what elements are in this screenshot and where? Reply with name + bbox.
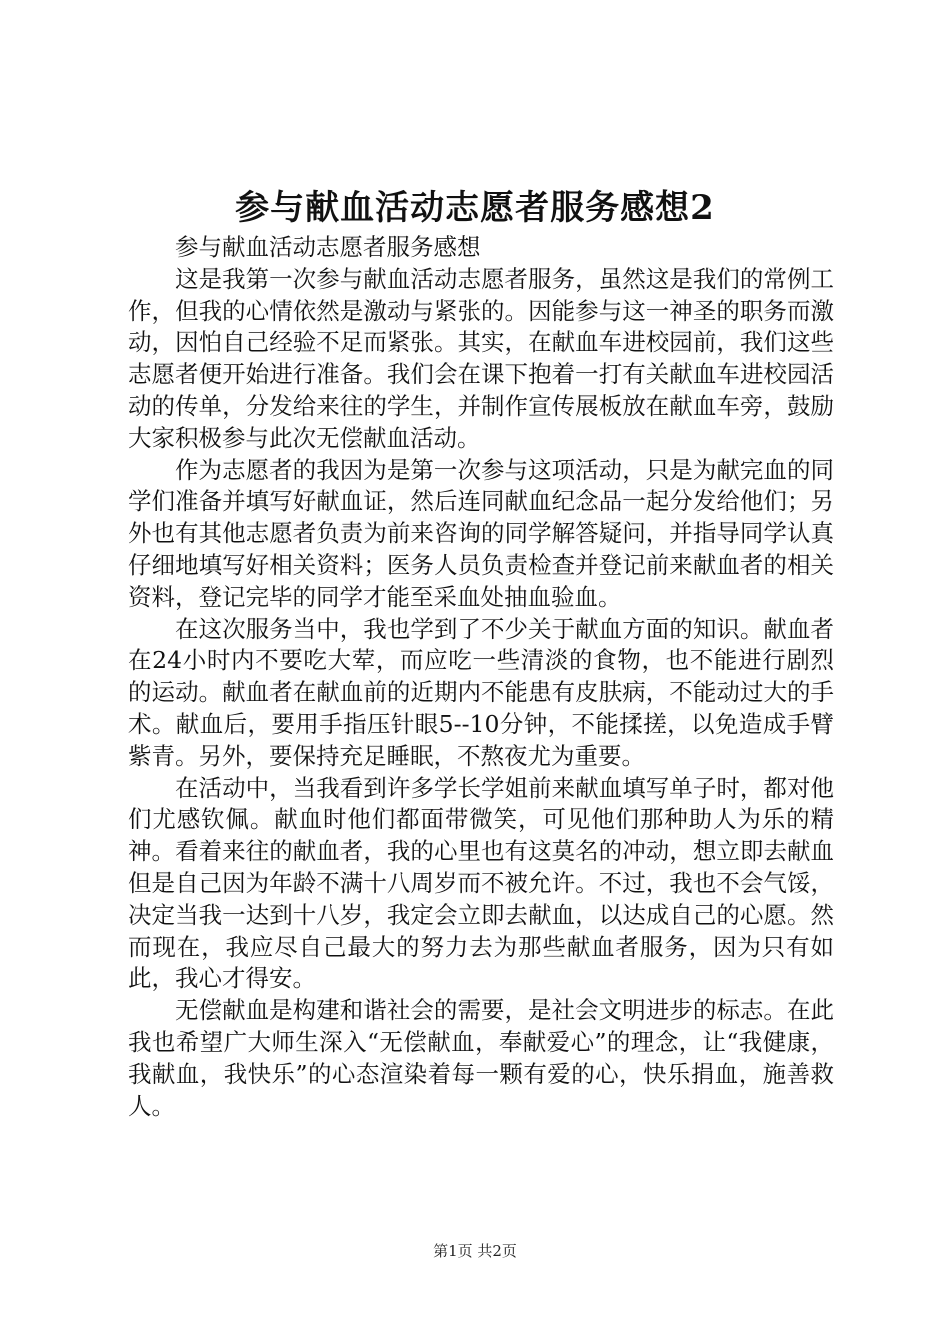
paragraph-2: 作为志愿者的我因为是第一次参与这项活动，只是为献完血的同学们准备并填写好献血证，然后连同献血纪念品一起分发给他们；另外也有其他志愿者负责为前来咨询的同学解答疑问，并指导同学认真仔细地填写好相关资料；医务人员负责检查并登记前来献血者的相关资料，登记完毕的同学才能至采血处抽血验血。 [128,455,834,611]
paragraph-4: 在活动中，当我看到许多学长学姐前来献血填写单子时，都对他们尤感钦佩。献血时他们都面带微笑，可见他们那种助人为乐的精神。看着来往的献血者，我的心里也有这莫名的冲动，想立即去献血但是自己因为年龄不满十八周岁而不被允许。不过，我也不会气馁，决定当我一达到十八岁，我定会立即去献血，以达成自己的心愿。然而现在，我应尽自己最大的努力去为那些献血者服务，因为只有如此，我心才得安。 [128,773,834,993]
document-title: 参与献血活动志愿者服务感想2 [235,188,715,228]
document-body [128,232,834,1122]
paragraph-5: 无偿献血是构建和谐社会的需要，是社会文明进步的标志。在此我也希望广大师生深入“无偿献血，奉献爱心”的理念，让“我健康，我献血，我快乐”的心态渲染着每一颗有爱的心，快乐捐血，施善救人。 [128,996,834,1120]
page-number-footer: 第1页 共2页 [433,1242,517,1260]
document-subtitle: 参与献血活动志愿者服务感想 [175,233,481,261]
paragraph-1: 这是我第一次参与献血活动志愿者服务，虽然这是我们的常例工作，但我的心情依然是激动与紧张的。因能参与这一神圣的职务而激动，因怕自己经验不足而紧张。其实，在献血车进校园前，我们这些志愿者便开始进行准备。我们会在课下抱着一打有关献血车进校园活动的传单，分发给来往的学生，并制作宣传展板放在献血车旁，鼓励大家积极参与此次无偿献血活动。 [128,264,834,452]
paragraph-3: 在这次服务当中，我也学到了不少关于献血方面的知识。献血者在24小时内不要吃大荤，而应吃一些清淡的食物，也不能进行剧烈的运动。献血者在献血前的近期内不能患有皮肤病，不能动过大的手术。献血后，要用手指压针眼5--10分钟，不能揉搓，以免造成手臂紫青。另外，要保持充足睡眠，不熬夜尤为重要。 [128,614,834,770]
